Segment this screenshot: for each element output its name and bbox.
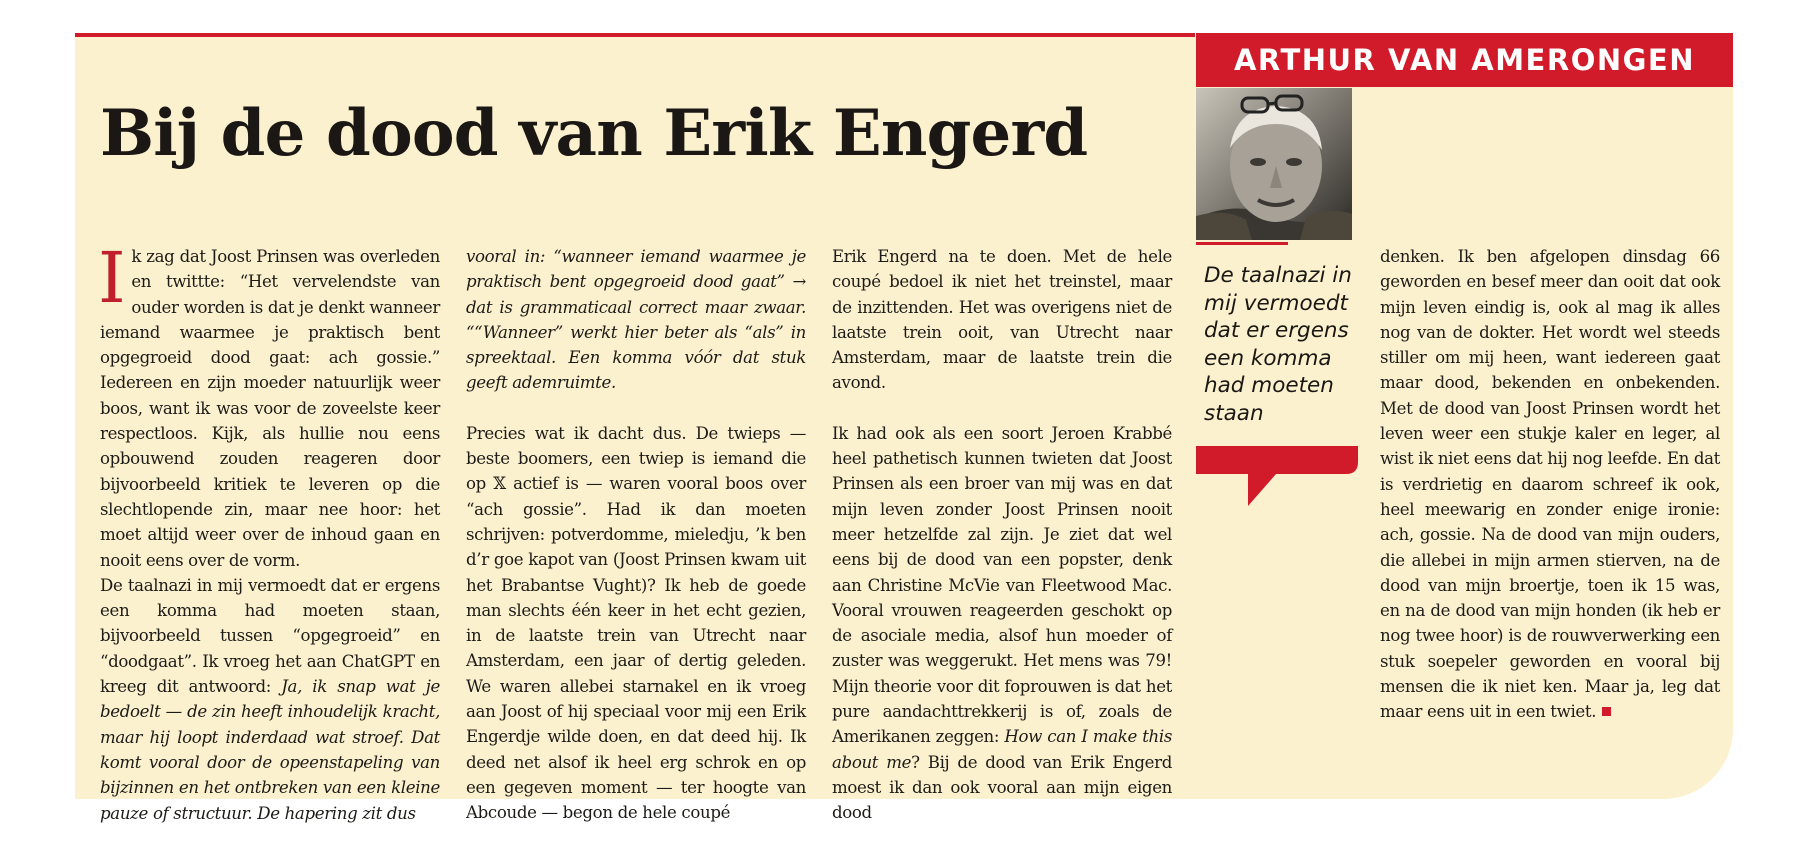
column-3 <box>832 244 1172 826</box>
author-banner: ARTHUR VAN AMERONGEN <box>1196 33 1733 87</box>
chatgpt-quote: Ja, ik snap wat je bedoelt — de zin heeft inhoudelijk kracht, maar hij loopt inderdaad wat stroef. Dat komt vooral door de opeenstapeling van bijzinnen en het ontbreken van een kleine pauze of structuur. De hapering zit dus <box>100 677 441 823</box>
drop-cap: I <box>98 237 126 319</box>
pull-quote: De taalnazi in mij vermoedt dat er ergens een komma had moeten staan <box>1204 263 1352 426</box>
column-2 <box>466 244 806 826</box>
column-4 <box>1380 244 1720 725</box>
paragraph <box>1380 244 1720 725</box>
body-text: k zag dat Joost Prinsen was overleden en twittte: “Het vervelendste van ouder worden is dat je denkt wanneer iemand waarmee je praktisch bent opgegroeid dood gaat: ach gossie.” Iedereen en zijn moeder natuurlijk weer boos, want ik was voor de zoveelste keer respectloos. Kijk, als hullie nou eens opbouwend zouden reageren door bijvoorbeeld kritiek te leveren op die slechtlopende zin, maar nee hoor: het moet altijd weer over de inhoud gaan en nooit eens over de vorm. <box>100 247 440 570</box>
author-photo <box>1196 88 1352 240</box>
english-quote: How can I make this about me <box>832 727 1172 772</box>
paragraph <box>832 421 1172 826</box>
top-rule <box>75 33 1195 37</box>
paragraph <box>466 421 806 826</box>
body-text: ? Bij de dood van Erik Engerd moest ik dan ook vooral aan mijn eigen dood <box>832 752 1172 823</box>
body-text: Erik Engerd na te doen. Met de hele coupé bedoel ik niet het treinstel, maar de inzittenden. Het was overigens niet de laatste trein ooit, van Utrecht naar Amsterdam, maar de laatste trein die avond. <box>832 247 1172 393</box>
portrait-image <box>1196 88 1352 240</box>
paragraph <box>832 244 1172 396</box>
headline: Bij de dood van Erik Engerd <box>100 96 1088 171</box>
body-text: De taalnazi in mij vermoedt dat er ergens een komma had moeten staan, bijvoorbeeld tussen “opgegroeid” en “doodgaat”. Ik vroeg het aan ChatGPT en kreeg dit antwoord: <box>100 575 440 697</box>
body-text: denken. Ik ben afgelopen dinsdag 66 geworden en besef meer dan ooit dat ook mijn leven eindig is, ook al mag ik alles nog van de dokter. Het wordt wel steeds stiller om mij heen, want iedereen gaat maar dood, bekenden en onbekenden. Met de dood van Joost Prinsen wordt het leven weer een stukje kaler en leger, al wist ik niet eens dat hij nog leefde. En dat is verdrietig en daarom schreef ik ook, heel meewarig en zonder enige ironie: ach, gossie. Na de dood van mijn ouders, die allebei in mijn armen stierven, na de dood van mijn broertje, toen ik 15 was, en na de dood van mijn honden (ik heb er nog twee hoor) is de rouwverwerking een stuk soepeler geworden en vooral bij mensen die ik niet ken. Maar ja, leg dat maar eens uit in een twiet. <box>1380 247 1720 722</box>
paragraph <box>100 573 440 826</box>
chatgpt-quote: vooral in: “wanneer iemand waarmee je praktisch bent opgegroeid dood gaat” → dat is grammaticaal correct maar zwaar. ““Wanneer” werkt hier beter als “als” in spreektaal. Een komma vóór dat stuk geeft ademruimte. <box>466 247 806 393</box>
body-text: Ik had ook als een soort Jeroen Krabbé heel pathetisch kunnen twieten dat Joost Prinsen als een broer van mij was en dat mijn leven zonder Joost Prinsen nooit meer hetzelfde zal zijn. Je ziet dat wel eens bij de dood van een popster, denk aan Christine McVie van Fleetwood Mac. Vooral vrouwen reageerden geschokt op de asociale media, alsof hun moeder of zuster was weggerukt. Het mens was 79! Mijn theorie voor dit foprouwen is dat het pure aandachttrekkerij is of, zoals de Amerikanen zeggen: <box>832 423 1172 747</box>
end-mark-icon <box>1602 707 1611 716</box>
paragraph <box>466 244 806 396</box>
photo-accent-line <box>1196 242 1288 245</box>
speech-bubble-icon <box>1196 446 1358 508</box>
paragraph <box>98 237 440 573</box>
column-1 <box>98 237 441 826</box>
body-text: Precies wat ik dacht dus. De twieps — beste boomers, een twiep is iemand die op 𝕏 actief is — waren vooral boos over “ach gossie”. Had ik dan moeten schrijven: potverdomme, mieledju, ’k ben d’r goe kapot van (Joost Prinsen kwam uit het Brabantse Vught)? Ik heb de goede man slechts één keer in het echt gezien, in de laatste trein van Utrecht naar Amsterdam, een jaar of dertig geleden. We waren allebei starnakel en ik vroeg aan Joost of hij speciaal voor mij een Erik Engerdje wilde doen, en dat deed hij. Ik deed net alsof ik heel erg schrok en op een gegeven moment — ter hoogte van Abcoude — begon de hele coupé <box>466 423 806 823</box>
